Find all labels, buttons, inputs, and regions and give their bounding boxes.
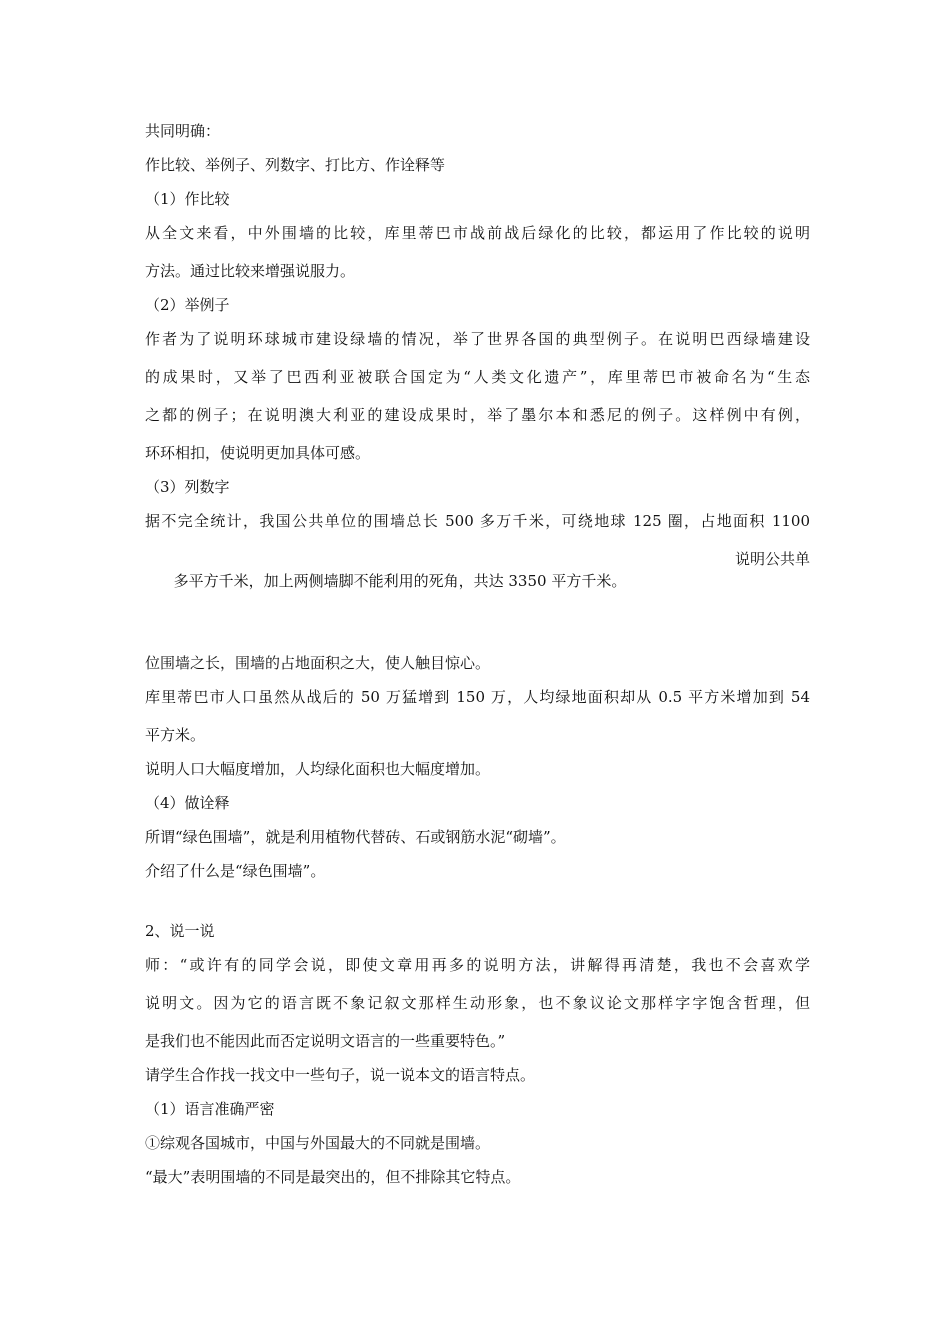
paragraph-line: 师：“或许有的同学会说，即使文章用再多的说明方法，讲解得再清楚，我也不会喜欢学 <box>145 956 810 974</box>
paragraph-line: 作者为了说明环球城市建设绿墙的情况，举了世界各国的典型例子。在说明巴西绿墙建设 <box>145 330 810 348</box>
paragraph-line: 是我们也不能因此而否定说明文语言的一些重要特色。” <box>145 1032 506 1050</box>
heading-confirm: 共同明确： <box>145 122 221 140</box>
section-comparison-body <box>145 222 810 282</box>
section-examples-body <box>145 328 810 464</box>
paragraph-line-part: 说明公共单 <box>734 550 810 568</box>
paragraph-line: 所谓“绿色围墙”，就是利用植物代替砖、石或钢筋水泥“砌墙”。 <box>145 828 566 846</box>
methods-list: 作比较、举例子、列数字、打比方、作诠释等 <box>145 156 446 174</box>
paragraph-line: 据不完全统计，我国公共单位的围墙总长 500 多万千米，可绕地球 125 圈，占地面积 1100 <box>145 512 810 530</box>
paragraph-line: 说明文。因为它的语言既不象记叙文那样生动形象，也不象议论文那样字字饱含哲理，但 <box>145 994 810 1012</box>
section-comparison-title: （1）作比较 <box>145 190 230 208</box>
paragraph-line: 平方米。 <box>145 726 206 744</box>
task-instruction: 请学生合作找一找文中一些句子，说一说本文的语言特点。 <box>145 1066 536 1084</box>
paragraph-line: 之都的例子；在说明澳大利亚的建设成果时，举了墨尔本和悉尼的例子。这样例中有例， <box>145 406 810 424</box>
document-page <box>145 120 810 1188</box>
paragraph-line: 环环相扣，使说明更加具体可感。 <box>145 444 371 462</box>
paragraph-line: 位围墙之长，围墙的占地面积之大，使人触目惊心。 <box>145 654 491 672</box>
paragraph-line: 介绍了什么是“绿色围墙”。 <box>145 862 326 880</box>
paragraph-line: 从全文来看，中外围墙的比较，库里蒂巴市战前战后绿化的比较，都运用了作比较的说明 <box>145 224 810 242</box>
paragraph-line-split <box>145 548 810 636</box>
section-numbers-body <box>145 510 810 674</box>
section-numbers-example <box>145 686 810 746</box>
section-definition-title: （4）做诠释 <box>145 794 230 812</box>
teacher-quote <box>145 954 810 1052</box>
paragraph-line-part: 多平方千米，加上两侧墙脚不能利用的死角，共达 3350 平方千米。 <box>173 572 627 590</box>
section-examples-title: （2）举例子 <box>145 296 230 314</box>
paragraph-line: 的成果时，又举了巴西利亚被联合国定为“人类文化遗产”，库里蒂巴市被命名为“生态 <box>145 368 810 386</box>
language-accuracy-title: （1）语言准确严密 <box>145 1100 275 1118</box>
example-note: “最大”表明围墙的不同是最突出的，但不排除其它特点。 <box>145 1168 521 1186</box>
paragraph-line: 库里蒂巴市人口虽然从战后的 50 万猛增到 150 万，人均绿地面积却从 0.5 平方米增加到 54 <box>145 688 810 706</box>
part-two-title: 2、说一说 <box>145 922 215 940</box>
paragraph-line: 说明人口大幅度增加，人均绿化面积也大幅度增加。 <box>145 760 491 778</box>
example-sentence: ①综观各国城市，中国与外国最大的不同就是围墙。 <box>145 1134 491 1152</box>
section-numbers-title: （3）列数字 <box>145 478 230 496</box>
paragraph-line: 方法。通过比较来增强说服力。 <box>145 262 356 280</box>
